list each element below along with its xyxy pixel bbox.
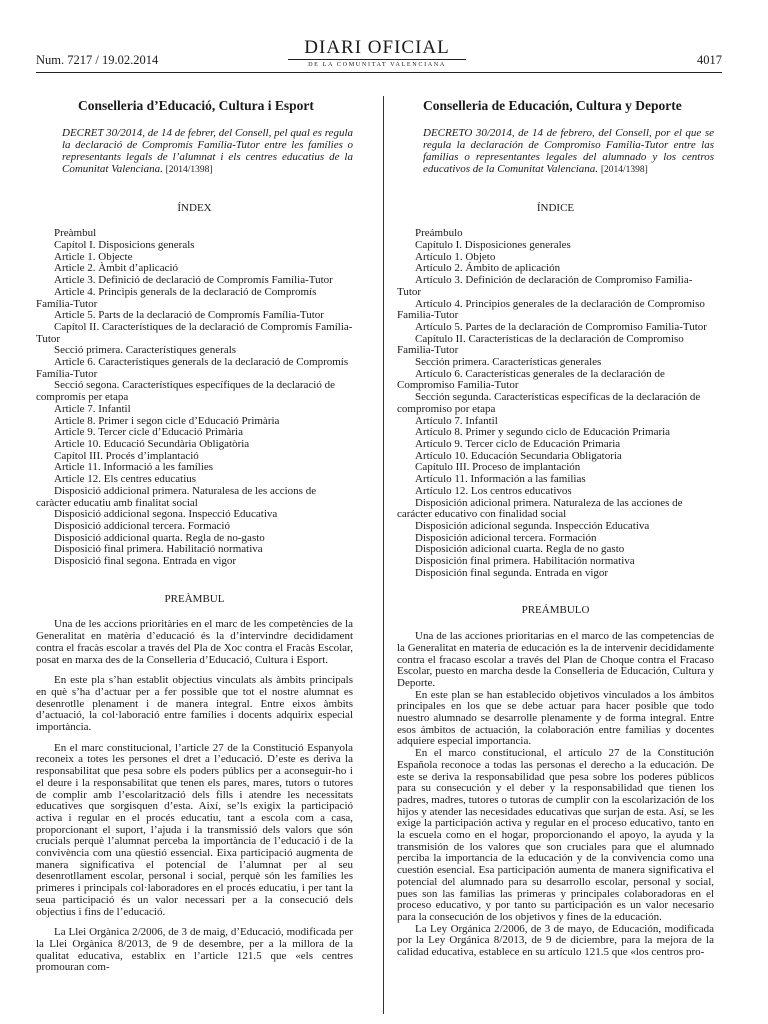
decree-code: [2014/1398] [600,164,648,175]
index-item: Article 1. Objecte [54,250,133,263]
preamble-paragraph: En el marco constitucional, el artículo 27 de la Constitución Española reconoce a todas las personas el derecho a la educación. De este se deriva la responsabilidad que pesa sobre los poderes públicos para su consecución y el deber y la responsabilidad que tienen los padres, madres, tutores o tutoras de cumplir con la escolarización de los hijos y atender las necesidades educativas que surjan de esta. Así, se les exige la participación activa y regular en el proceso educativo, tanto en la escuela como en el hogar, proporcionando el apoyo, la ayuda y la transmisión de los valores que son cruciales para que el alumnado perciba la importancia de la educación y de la convivencia como una cuestión esencial. Esa participación aumenta de manera significativa el potencial del alumnado para su desarrollo escolar, personal y social, pues son las familias las primeras y principales colaboradoras en el proceso educativo, y por tanto su participación es un valor necesario para la consecución de los objetivos y fines de la educación. [397,747,714,923]
index-item: Artículo 2. Ámbito de aplicación [415,262,561,275]
index-item: Disposición final primera. Habilitación normativa [415,555,635,568]
index-item: Disposició final segona. Entrada en vigor [54,555,237,568]
index-item: Disposició addicional quarta. Regla de no-gasto [54,531,265,544]
preamble-paragraph: Una de les accions prioritàries en el marc de les competències de la Generalitat en matèria d’educació és la d’intervindre decididament contra el fracàs escolar a través del Pla de Xoc contra el Fracàs Escolar, posat en marxa des de la Conselleria d’Educació, Cultura i Esport. [36,618,353,666]
index-item: Disposición adicional cuarta. Regla de no gasto [415,543,625,556]
index-item: Article 3. Definició de declaració de Compromís Família-Tutor [54,274,333,287]
index-item: Article 7. Infantil [54,402,131,415]
index-item: Capítulo III. Proceso de implantación [415,461,581,474]
index-item: Artículo 9. Tercer ciclo de Educación Primaria [415,437,621,450]
index-item: Article 8. Primer i segon cicle d’Educació Primària [54,414,280,427]
preamble-paragraph: La Llei Orgànica 2/2006, de 3 de maig, d’Educació, modificada per la Llei Orgànica 8/2013, de 9 de desembre, per a la millora de la qualitat educativa, establix en l’article 121.5 que «els centres promouran com- [36,926,353,974]
spanish-column [397,98,714,959]
index-item: Artículo 10. Educación Secundaria Obligatoria [415,449,622,462]
index-item: Artículo 8. Primer y segundo ciclo de Educación Primaria [415,426,671,439]
index-item: Capítol I. Disposicions generals [54,239,195,252]
index-item: Article 9. Tercer cicle d’Educació Primària [54,426,243,439]
column-divider [383,96,384,1014]
index-item: Capítulo II. Características de la declaración de Compromiso Familia-Tutor [397,332,684,357]
valencian-column [36,98,353,983]
department-title: Conselleria de Educación, Cultura y Deporte [423,98,682,113]
index-item: Artículo 7. Infantil [415,414,498,427]
index-item: Disposició addicional primera. Naturalesa de les accions de caràcter educatiu amb finalitat social [36,484,317,509]
index-item: Capítol II. Característiques de la declaració de Compromís Família-Tutor [36,320,353,345]
index-title: ÍNDEX [177,201,212,214]
issue-number: Num. 7217 / 19.02.2014 [36,53,159,67]
index-list [36,228,353,567]
index-item: Disposición final segunda. Entrada en vigor [415,566,609,579]
index-item: Secció segona. Característiques específiques de la declaració de compromís per etapa [36,379,335,404]
page-number: 4017 [697,53,722,67]
index-item: Disposició addicional tercera. Formació [54,519,230,532]
preamble-paragraph: Una de las acciones prioritarias en el marco de las competencias de la Generalitat en materia de educación es la de intervenir decididamente contra el fracaso escolar a través del Plan de Choque contra el Fracaso Escolar, puesto en marcha desde la Conselleria de Educación, Cultura y Deporte. [397,630,715,689]
index-item: Artículo 1. Objeto [415,250,496,263]
index-item: Article 12. Els centres educatius [54,473,197,486]
index-item: Artículo 11. Información a las familias [415,473,586,486]
preamble-title: PREÁMBULO [521,604,590,617]
index-item: Article 2. Àmbit d’aplicació [54,262,179,275]
masthead-subtitle: DE LA COMUNITAT VALENCIANA [308,61,446,68]
masthead-logo [288,38,466,69]
index-item: Artículo 4. Principios generales de la declaración de Compromiso Familia-Tutor [397,297,705,322]
index-item: Secció primera. Característiques generals [54,344,237,357]
index-item: Disposición adicional primera. Naturaleza de las acciones de carácter educativo con finalidad social [397,496,683,521]
index-item: Preàmbul [54,227,97,240]
index-item: Artículo 12. Los centros educativos [415,484,572,497]
masthead-title: DIARI OFICIAL [304,37,450,58]
index-item: Artículo 6. Características generales de la declaración de Compromiso Familia-Tutor [397,367,665,392]
index-item: Article 11. Informació a les famílies [54,461,214,474]
index-item: Capítulo I. Disposiciones generales [415,239,571,252]
index-item: Artículo 3. Definición de declaración de Compromiso Familia-Tutor [397,274,693,298]
index-item: Disposición adicional tercera. Formación [415,531,597,544]
index-title: ÍNDICE [536,201,575,214]
index-item: Article 6. Característiques generals de la declaració de Compromís Família-Tutor [36,356,349,380]
preamble-paragraph: La Ley Orgánica 2/2006, de 3 de mayo, de Educación, modificada por la Ley Orgánica 8/2013, de 9 de diciembre, para la mejora de la calidad educativa, establece en su artículo 121.5 que «los centros pro- [397,922,714,959]
index-item: Disposició final primera. Habilitació normativa [54,543,263,556]
index-item: Sección segunda. Características específicas de la declaración de compromiso por etapa [397,391,701,415]
department-title: Conselleria d’Educació, Cultura i Esport [78,98,314,113]
index-item: Article 5. Parts de la declaració de Compromís Família-Tutor [54,309,324,322]
index-item: Article 10. Educació Secundària Obligatòria [54,437,250,450]
preamble-paragraph: En este pla s’han establit objectius vinculats als àmbits principals en què s’ha d’actuar per a fer possible que tot el nostre alumnat es desenrotlle plenament i de manera integral. Entre eixos àmbits d’actuació, la col·laboració entre famílies i docents adquirix especial importància. [36,674,353,734]
preamble-paragraph: En este plan se han establecido objetivos vinculados a los ámbitos principales en los que se debe actuar para hacer posible que todo nuestro alumnado se desarrolle plenamente y de forma integral. Entre esos ámbitos de actuación, la colaboración entre familias y docentes adquiere especial importancia. [397,688,714,748]
header-rule [36,72,722,73]
preamble-paragraph: En el marc constitucional, l’article 27 de la Constitució Espanyola reconeix a totes les persones el dret a l’educació. D’este es deriva la responsabilitat que pesa sobre els poders públics per a aconseguir-ho i el deure i la responsabilitat que tenen els pares, mares, tutors o tutores de complir amb l’escolarització dels fills i atendre les necessitats educatives que sorgisquen d’esta. Així, se’ls exigix la participació activa i regular en el procés educatiu, tant a escola com a casa, proporcionant el suport, l’ajuda i la transmissió dels valors que són crucials perquè l’alumnat perceba la importància de l’educació i de la convivència com una qüestió essencial. Eixa participació augmenta de manera significativa el potencial de l’alumnat per al seu desenrotllament escolar, personal i social, perquè són les famílies les primeres i principals col·laboradores en el procés educatiu, i per tant la seua participació és un valor necessari per a la consecució dels objectius i fins de l’educació. [36,741,353,918]
decree-summary: DECRETO 30/2014, de 14 de febrero, del Consell, por el que se regula la declaración de Compromiso Familia-Tutor entre las familias o representantes legales del alumnado y los centros educativos de la Comunitat Valenciana. [2014/1398] [423,127,714,175]
index-item: Sección primera. Características generales [415,356,602,369]
index-list [397,228,714,579]
decree-code: [2014/1398] [165,164,213,175]
index-item: Capítol III. Procés d’implantació [54,449,199,462]
preamble-title: PREÀMBUL [164,592,225,605]
index-item: Disposición adicional segunda. Inspección Educativa [415,519,650,532]
decree-summary: DECRET 30/2014, de 14 de febrer, del Consell, pel qual es regula la declaració de Compromís Família-Tutor entre les famílies o representants legals de l’alumnat i els centres educatius de la Comunitat Valenciana. [2014/1398] [62,127,353,175]
index-item: Disposició addicional segona. Inspecció Educativa [54,508,278,521]
index-item: Artículo 5. Partes de la declaración de Compromiso Familia-Tutor [415,320,707,333]
index-item: Preámbulo [415,227,463,240]
index-item: Article 4. Principis generals de la declaració de Compromís Família-Tutor [36,285,317,310]
